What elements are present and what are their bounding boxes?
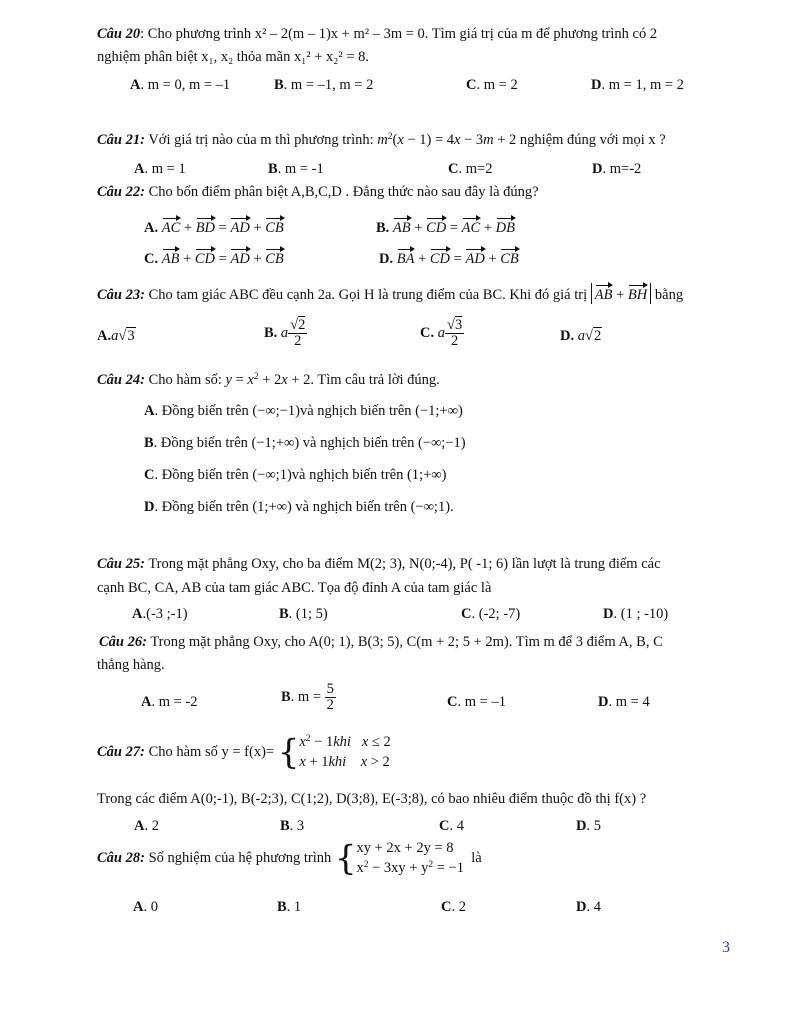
question-text: : Cho phương trình x² – 2(m – 1)x + m² – 3m = 0. Tìm giá trị của m để phương trình có 2 bbox=[140, 26, 658, 42]
question-text: Cho bốn điểm phân biệt A,B,C,D . Đẳng thức nào sau đây là đúng? bbox=[144, 184, 539, 200]
question-tail: nghiệm đúng với mọi x ? bbox=[519, 132, 666, 148]
option-c: C. m=2 bbox=[448, 161, 493, 177]
option-a: A. m = -2 bbox=[141, 694, 198, 710]
option-c: C. 2 bbox=[441, 899, 466, 915]
system-brace: { bbox=[334, 838, 357, 879]
piecewise-brace: { bbox=[277, 732, 300, 773]
question-26 bbox=[99, 634, 663, 651]
piecewise-function: $x^2 - 1khi$ x ≤ 2 x + 1khi x > 2 bbox=[299, 734, 391, 770]
option-c: C. Đồng biến trên (−∞;1)và nghịch biến trên (1;+∞) bbox=[144, 467, 447, 483]
option-b: B. m = –1, m = 2 bbox=[274, 77, 374, 93]
question-20-line2: nghiệm phân biệt x₁, x₂ thỏa mãn x₁² + x₂² = 8. bbox=[97, 49, 369, 65]
question-tail: là bbox=[471, 849, 482, 866]
question-tail: bằng bbox=[654, 287, 684, 303]
question-label: Câu 28: bbox=[97, 849, 145, 866]
question-23 bbox=[97, 283, 683, 304]
question-25 bbox=[97, 556, 661, 573]
option-c: C. m = 2 bbox=[466, 77, 518, 93]
question-text: Số nghiệm của hệ phương trình bbox=[144, 849, 335, 866]
question-text: Cho tam giác ABC đều cạnh 2a. Gọi H là trung điểm của BC. Khi đó giá trị bbox=[144, 287, 591, 303]
question-25-line2: cạnh BC, CA, AB của tam giác ABC. Tọa độ đỉnh A của tam giác là bbox=[97, 580, 492, 596]
option-c: C. a $\frac{√3}{2}$ bbox=[420, 317, 463, 350]
question-label: Câu 21: bbox=[97, 132, 145, 148]
option-b: B. m = -1 bbox=[268, 161, 324, 177]
option-b: B. 3 bbox=[280, 818, 305, 834]
question-label: Câu 20 bbox=[97, 26, 141, 42]
option-c: C. AB + CD = AD + CB bbox=[144, 247, 284, 268]
vector-magnitude: AB + BH bbox=[591, 283, 652, 304]
option-a: A. Đồng biến trên (−∞;−1)và nghịch biến trên (−1;+∞) bbox=[144, 403, 463, 419]
equation-system: xy + 2x + 2y = 8 $x^2 - 3xy + y^2 = -1$ bbox=[356, 840, 464, 876]
question-label: Câu 26: bbox=[99, 634, 147, 650]
option-b: B. (1; 5) bbox=[279, 606, 328, 622]
question-label: Câu 22: bbox=[97, 184, 145, 200]
page-number: 3 bbox=[722, 939, 730, 956]
question-label: Câu 25: bbox=[97, 556, 145, 572]
question-label: Câu 23: bbox=[97, 287, 145, 303]
option-a: A. 2 bbox=[134, 818, 159, 834]
option-d: D. 4 bbox=[576, 899, 601, 915]
question-tail: . Tìm câu trả lời đúng. bbox=[310, 372, 440, 388]
option-b: B. a $\frac{√2}{2}$ bbox=[264, 317, 306, 350]
question-text: Trong mặt phẳng Oxy, cho ba điểm M(2; 3), N(0;-4), P( -1; 6) lần lượt là trung điểm các bbox=[144, 556, 661, 572]
option-d: D. (1 ; -10) bbox=[603, 606, 669, 622]
option-d: D. Đồng biến trên (1;+∞) và nghịch biến trên (−∞;1). bbox=[144, 499, 454, 515]
question-22 bbox=[97, 184, 539, 201]
option-d: D. m=-2 bbox=[592, 161, 642, 177]
question-text: Trong mặt phẳng Oxy, cho A(0; 1), B(3; 5), C(m + 2; 5 + 2m). Tìm m để 3 điểm A, B, C bbox=[146, 634, 663, 650]
question-text: Cho hàm số: bbox=[144, 372, 226, 388]
question-28 bbox=[97, 839, 482, 878]
function-expression: $y = x^2 + 2x + 2$ bbox=[225, 372, 311, 388]
question-label: Câu 24: bbox=[97, 372, 145, 388]
equation: $m^2(x - 1) = 4x - 3m + 2$ bbox=[377, 132, 517, 148]
option-a: A.(-3 ;-1) bbox=[132, 606, 188, 622]
question-text: Với giá trị nào của m thì phương trình: bbox=[144, 132, 378, 148]
option-a: A. 0 bbox=[133, 899, 158, 915]
question-text: Cho hàm số y = f(x)= bbox=[144, 743, 275, 760]
option-c: C. m = –1 bbox=[447, 694, 506, 710]
option-b: B. Đồng biến trên (−1;+∞) và nghịch biến trên (−∞;−1) bbox=[144, 435, 466, 451]
option-b: B. AB + CD = AC + DB bbox=[376, 216, 515, 237]
question-20 bbox=[97, 26, 657, 43]
option-a: A. m = 1 bbox=[134, 161, 186, 177]
option-b: B. m = $\frac{5}{2}$ bbox=[281, 681, 334, 714]
option-d: D. 5 bbox=[576, 818, 601, 834]
option-d: D. a√2 bbox=[560, 328, 602, 344]
question-27-line2: Trong các điểm A(0;-1), B(-2;3), C(1;2), D(3;8), E(-3;8), có bao nhiêu điểm thuộc đồ thị f(x) ? bbox=[97, 791, 647, 807]
question-label: Câu 27: bbox=[97, 743, 145, 760]
question-21 bbox=[97, 132, 666, 149]
option-b: B. 1 bbox=[277, 899, 302, 915]
option-d: D. m = 1, m = 2 bbox=[591, 77, 684, 93]
option-c: C. 4 bbox=[439, 818, 464, 834]
option-c: C. (-2; -7) bbox=[461, 606, 521, 622]
option-a: A.a√3 bbox=[97, 328, 135, 344]
question-27 bbox=[97, 733, 391, 772]
question-26-line2: thẳng hàng. bbox=[97, 657, 165, 673]
option-a: A. AC + BD = AD + CB bbox=[144, 216, 284, 237]
option-d: D. BA + CD = AD + CB bbox=[379, 247, 519, 268]
option-a: A. m = 0, m = –1 bbox=[130, 77, 231, 93]
question-24 bbox=[97, 372, 440, 389]
option-d: D. m = 4 bbox=[598, 694, 650, 710]
